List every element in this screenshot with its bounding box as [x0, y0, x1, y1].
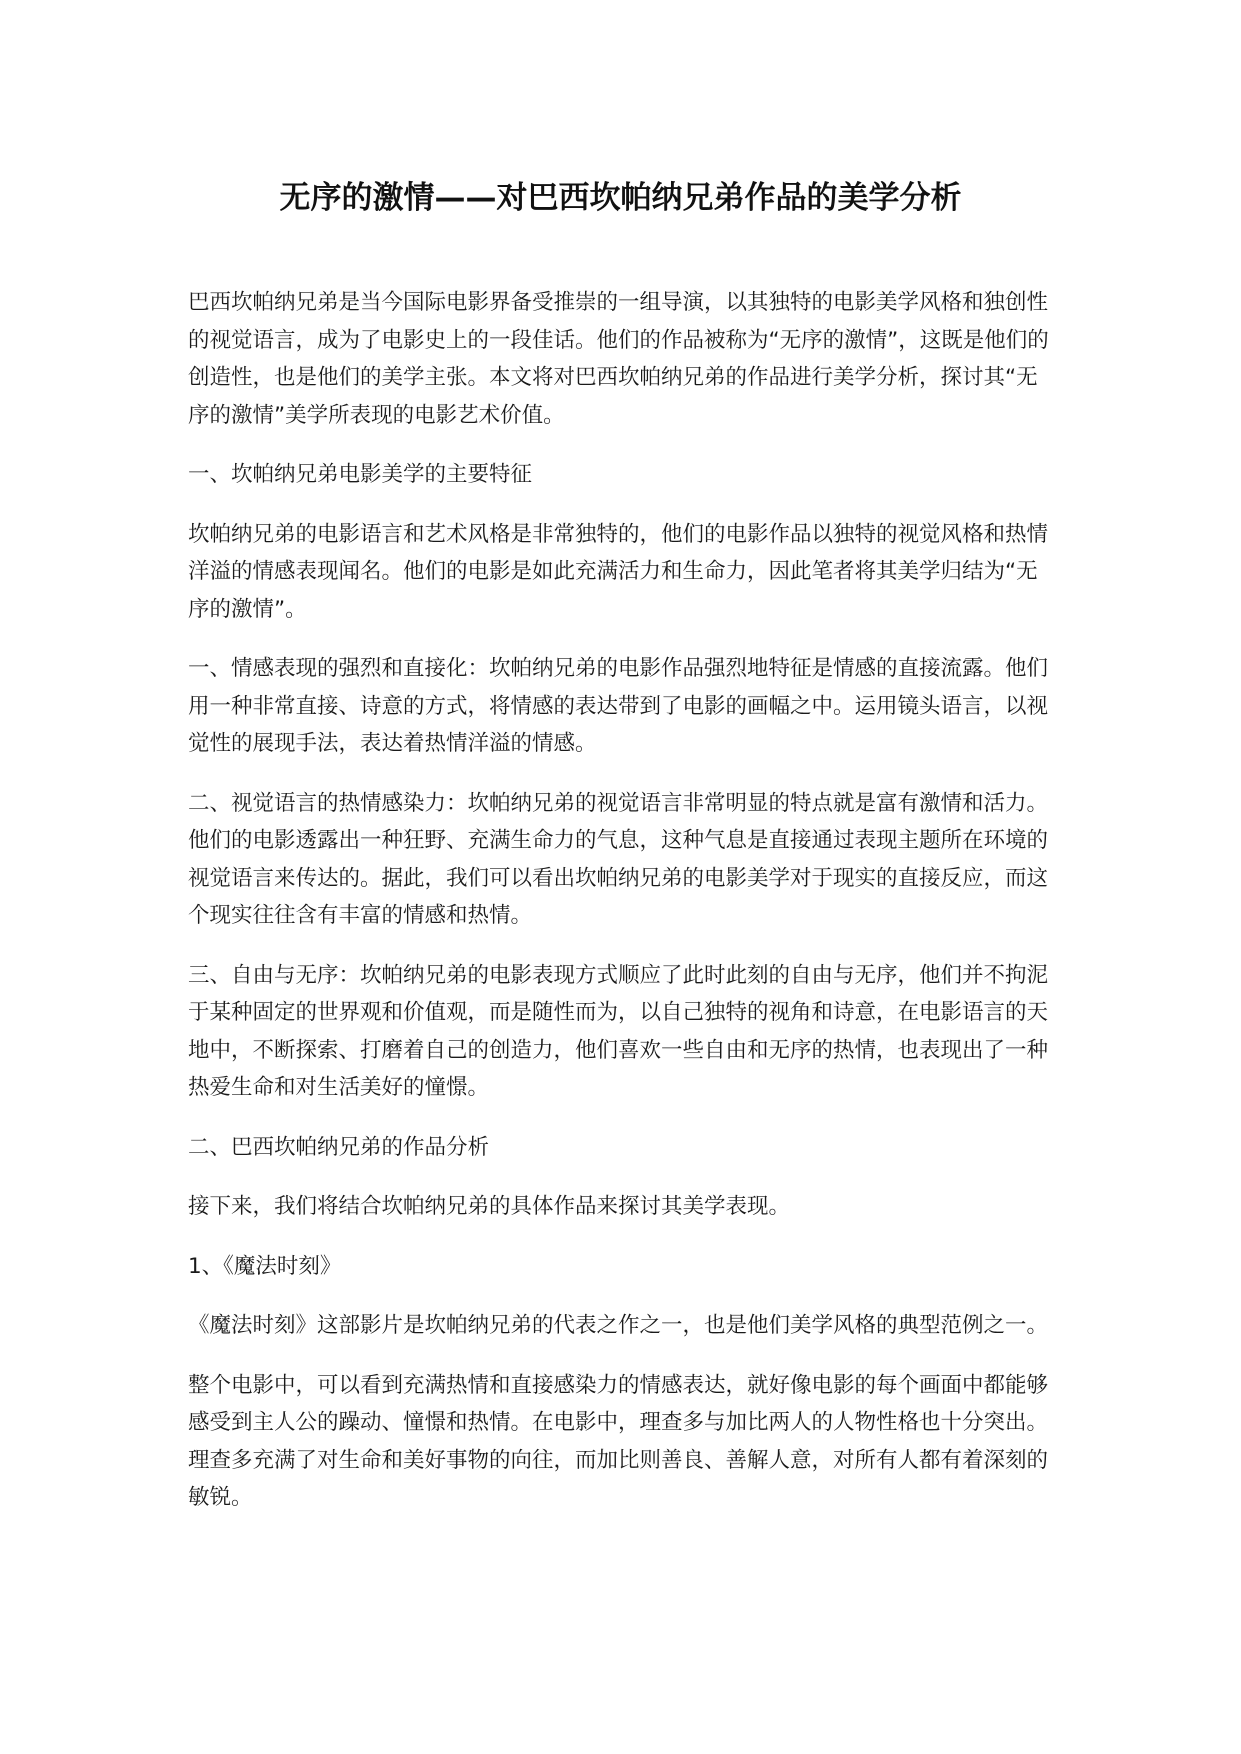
section-heading-2: 二、巴西坎帕纳兄弟的作品分析 [188, 1134, 490, 1160]
paragraph: 接下来，我们将结合坎帕纳兄弟的具体作品来探讨其美学表现。 [188, 1194, 791, 1219]
document-body [188, 284, 1058, 1539]
section-heading-1: 一、坎帕纳兄弟电影美学的主要特征 [188, 462, 533, 487]
paragraph: 《魔法时刻》这部影片是坎帕纳兄弟的代表之作之一，也是他们美学风格的典型范例之一。 [188, 1313, 1049, 1338]
paragraph: 二、视觉语言的热情感染力：坎帕纳兄弟的视觉语言非常明显的特点就是富有激情和活力。他们的电影透露出一种狂野、充满生命力的气息，这种气息是直接通过表现主题所在环境的视觉语言来传达的。据此，我们可以看出坎帕纳兄弟的电影美学对于现实的直接反应，而这个现实往往含有丰富的情感和热情。 [188, 790, 1049, 928]
document-title: 无序的激情——对巴西坎帕纳兄弟作品的美学分析 [279, 180, 962, 216]
paragraph: 坎帕纳兄弟的电影语言和艺术风格是非常独特的，他们的电影作品以独特的视觉风格和热情洋溢的情感表现闻名。他们的电影是如此充满活力和生命力，因此笔者将其美学归结为“无序的激情”。 [188, 521, 1049, 622]
paragraph: 整个电影中，可以看到充满热情和直接感染力的情感表达，就好像电影的每个画面中都能够感受到主人公的躁动、憧憬和热情。在电影中，理查多与加比两人的人物性格也十分突出。理查多充满了对生命和美好事物的向往，而加比则善良、善解人意，对所有人都有着深刻的敏锐。 [188, 1372, 1049, 1510]
subsection-heading: 1、《魔法时刻》 [188, 1253, 342, 1279]
paragraph-intro: 巴西坎帕纳兄弟是当今国际电影界备受推崇的一组导演，以其独特的电影美学风格和独创性的视觉语言，成为了电影史上的一段佳话。他们的作品被称为“无序的激情”，这既是他们的创造性，也是他们的美学主张。本文将对巴西坎帕纳兄弟的作品进行美学分析，探讨其“无序的激情”美学所表现的电影艺术价值。 [188, 290, 1049, 428]
paragraph: 三、自由与无序：坎帕纳兄弟的电影表现方式顺应了此时此刻的自由与无序，他们并不拘泥于某种固定的世界观和价值观，而是随性而为，以自己独特的视角和诗意，在电影语言的天地中，不断探索、打磨着自己的创造力，他们喜欢一些自由和无序的热情，也表现出了一种热爱生命和对生活美好的憧憬。 [188, 962, 1049, 1100]
paragraph: 一、情感表现的强烈和直接化：坎帕纳兄弟的电影作品强烈地特征是情感的直接流露。他们用一种非常直接、诗意的方式，将情感的表达带到了电影的画幅之中。运用镜头语言，以视觉性的展现手法，表达着热情洋溢的情感。 [188, 656, 1049, 756]
